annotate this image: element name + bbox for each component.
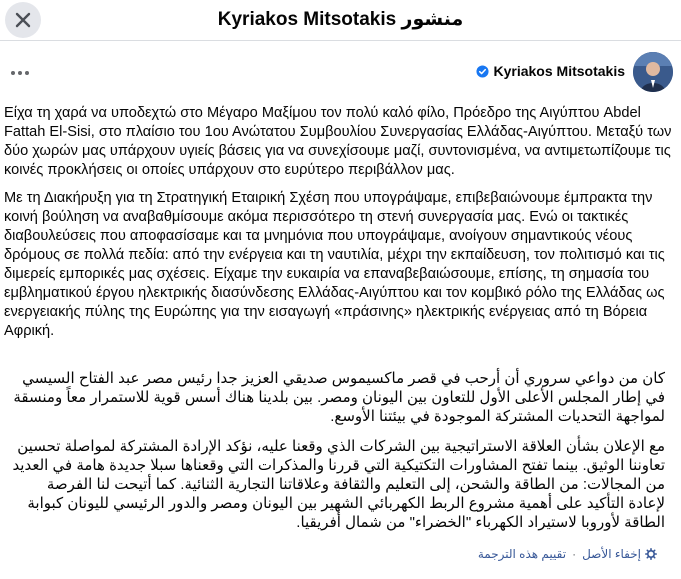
post-text-translation xyxy=(10,369,665,543)
more-icon xyxy=(10,70,30,76)
more-options-button[interactable] xyxy=(8,66,32,80)
author-row xyxy=(476,63,626,79)
translation-bar xyxy=(478,547,657,561)
arabic-paragraph-1: كان من دواعي سروري أن أرحب في قصر ماكسيموس صديقي العزيز جدا رئيس مصر عبد الفتاح السيسي في إطار المجلس الأعلى الأول للتعاون بين اليونان ومصر. بين بلدينا هناك أسس قوية للاستمرار معاً ومنسقة لمواجهة التحديات المشتركة الموجودة في بيئتنا الأوسع. xyxy=(13,370,665,425)
post-header xyxy=(0,52,681,96)
separator: · xyxy=(572,547,577,561)
arabic-paragraph-2: مع الإعلان بشأن العلاقة الاستراتيجية بين الشركات الذي وقعنا عليه، نؤكد الإرادة المشتركة لمواصلة تحسين تعاوننا الوثيق. بينما تفتح المشاورات التكتيكية التي قررنا والمذكرات التي وقعناها سبلا جديدة هامة في العديد من المجالات: من الطاقة والشحن، إلى التعليم والثقافة وعلاقاتنا التجارية الثنائية. كما أتيحت لنا الفرصة لإعادة التأكيد على أهمية مشروع الربط الكهربائي الشهير بين اليونان ومصر والدور الرئيسي لليونان كبوابة الطاقة لأوروبا لاستيراد الكهرباء "الخضراء" من شمال أفريقيا. xyxy=(12,438,665,531)
verified-badge-icon xyxy=(476,65,489,78)
greek-paragraph-2: Με τη Διακήρυξη για τη Στρατηγική Εταιρική Σχέση που υπογράψαμε, επιβεβαιώνουμε έμπρακτα την κοινή βούληση να αναβαθμίσουμε ακόμα περισσότερο τη στενή συνεργασία μας. Ενώ οι τακτικές διαβουλεύσεις που αποφασίσαμε και τα μνημόνια που υπογράψαμε, ανοίγουν σημαντικούς νέους δρόμους σε πολλά πεδία: από την ενέργεια και τη ναυτιλία, μέχρι την εκπαίδευση, τον πολιτισμό και τις διμερείς εμπορικές μας σχέσεις. Είχαμε την ευκαιρία να επαναβεβαιώσουμε, επίσης, τη σημασία του εμβληματικού έργου ηλεκτρικής διασύνδεσης Ελλάδας-Αιγύπτου και τον κομβικό ρόλο της Ελλάδας ως ενεργειακής πύλης της Ευρώπης για την εισαγωγή «πράσινης» ηλεκτρικής ενέργειας από τη Βόρεια Αφρική. xyxy=(4,190,665,339)
settings-gear-icon[interactable] xyxy=(645,548,657,560)
profile-photo-icon xyxy=(633,52,673,92)
dialog-title: منشور Kyriakos Mitsotakis xyxy=(217,9,464,30)
hide-original-link[interactable]: إخفاء الأصل xyxy=(582,547,641,561)
author-name[interactable]: Kyriakos Mitsotakis xyxy=(493,63,625,79)
dialog-header xyxy=(0,0,681,41)
rate-translation-link[interactable]: تقييم هذه الترجمة xyxy=(477,547,567,561)
post-text-original xyxy=(4,104,674,350)
scrollbar[interactable] xyxy=(672,370,678,545)
greek-paragraph-1: Είχα τη χαρά να υποδεχτώ στο Μέγαρο Μαξίμου τον πολύ καλό φίλο, Πρόεδρο της Αιγύπτου Abdel Fattah El-Sisi, στο πλαίσιο του 1ου Ανώτατου Συμβουλίου Συνεργασίας Ελλάδας-Αιγύπτου. Μεταξύ των δύο χωρών μας υπάρχουν υγιείς βάσεις για να συνεχίσουμε μαζί, συντονισμένα, να αντιμετωπίζουμε τις κοινές προκλήσεις οι οποίες υπάρχουν στο ευρύτερο περιβάλλον μας. xyxy=(4,105,672,178)
avatar[interactable] xyxy=(633,52,673,92)
